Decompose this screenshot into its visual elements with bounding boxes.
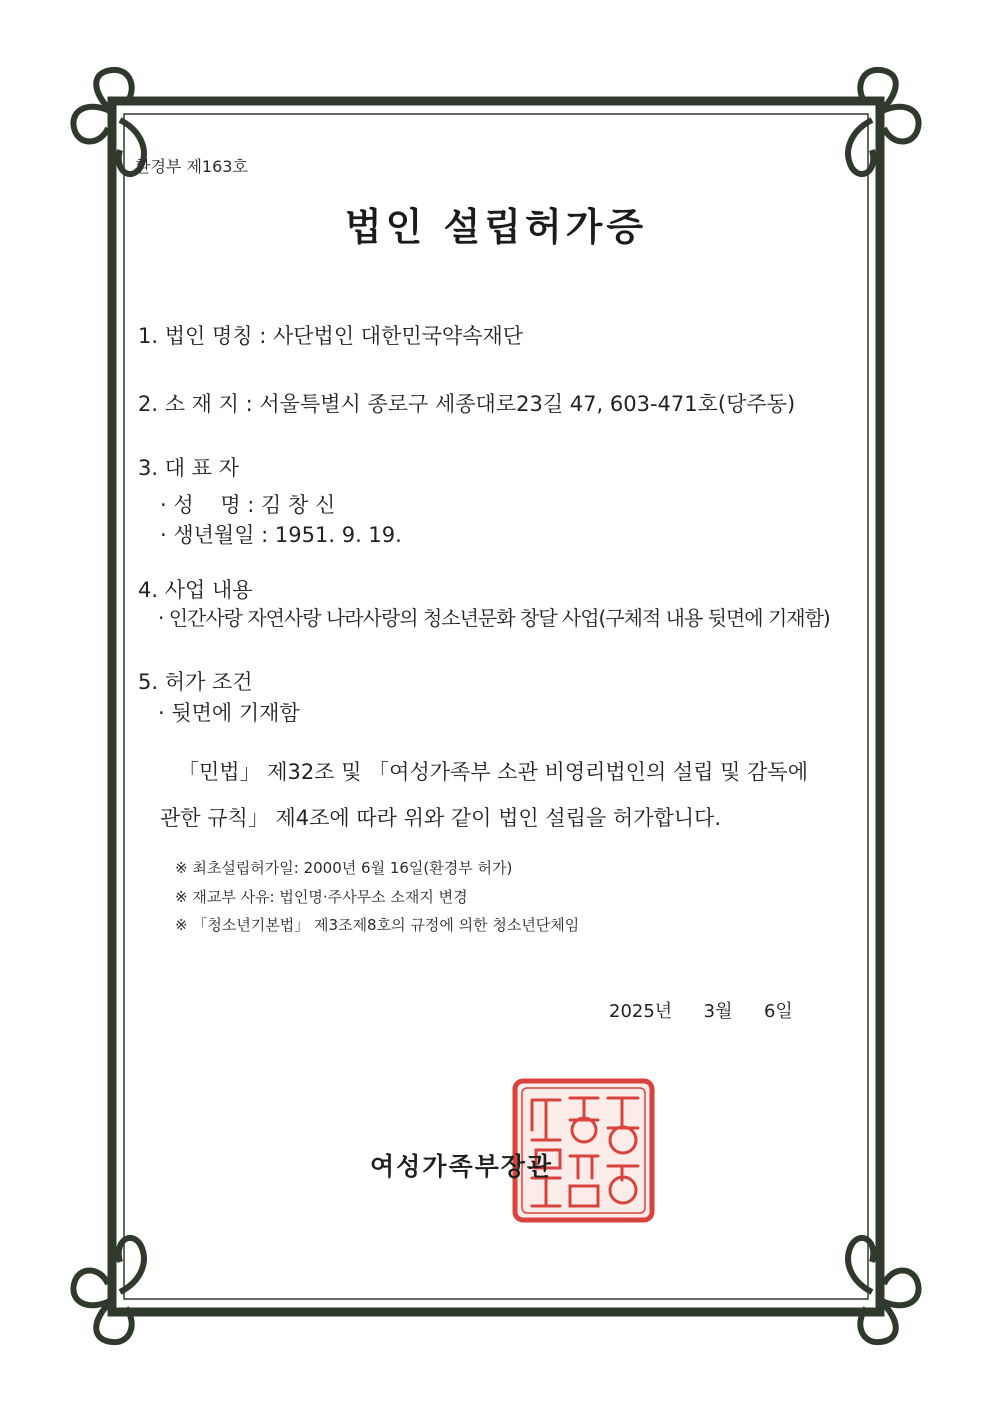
item-business-detail: · 인간사랑 자연사랑 나라사랑의 청소년문화 창달 사업(구체적 내용 뒷면에 기재함) — [158, 606, 830, 630]
item-condition-header: 5. 허가 조건 — [138, 670, 253, 694]
item-representative-birth: · 생년월일 : 1951. 9. 19. — [160, 523, 402, 547]
statement-line-1: 「민법」 제32조 및 「여성가족부 소관 비영리법인의 설립 및 감독에 — [178, 760, 808, 784]
issue-date-day: 6일 — [763, 1001, 793, 1022]
item-address: 2. 소 재 지 : 서울특별시 종로구 세종대로23길 47, 603-471호(당주동) — [138, 392, 796, 416]
note-reissue-reason: ※ 재교부 사유: 법인명·주사무소 소재지 변경 — [175, 888, 468, 906]
item-business-header: 4. 사업 내용 — [138, 578, 253, 602]
item-representative-name: · 성 명 : 김 창 신 — [160, 493, 336, 517]
note-youth-organization: ※ 「청소년기본법」 제3조제8호의 규정에 의한 청소년단체임 — [175, 916, 580, 934]
statement-line-2: 관한 규칙」 제4조에 따라 위와 같이 법인 설립을 허가합니다. — [160, 806, 722, 830]
registration-number: 환경부 제163호 — [135, 157, 248, 176]
issue-date — [609, 997, 793, 1023]
document-title: 법인 설립허가증 — [344, 205, 648, 249]
item-corporation-name: 1. 법인 명칭 : 사단법인 대한민국약속재단 — [138, 324, 524, 348]
item-representative-header: 3. 대 표 자 — [138, 456, 239, 480]
note-original-permit: ※ 최초설립허가일: 2000년 6월 16일(환경부 허가) — [175, 859, 513, 877]
issue-date-year: 2025년 — [609, 1001, 673, 1022]
issue-date-month: 3월 — [703, 1001, 733, 1022]
issuer-name: 여성가족부장관 — [370, 1152, 554, 1181]
item-condition-detail: · 뒷면에 기재함 — [158, 701, 300, 725]
